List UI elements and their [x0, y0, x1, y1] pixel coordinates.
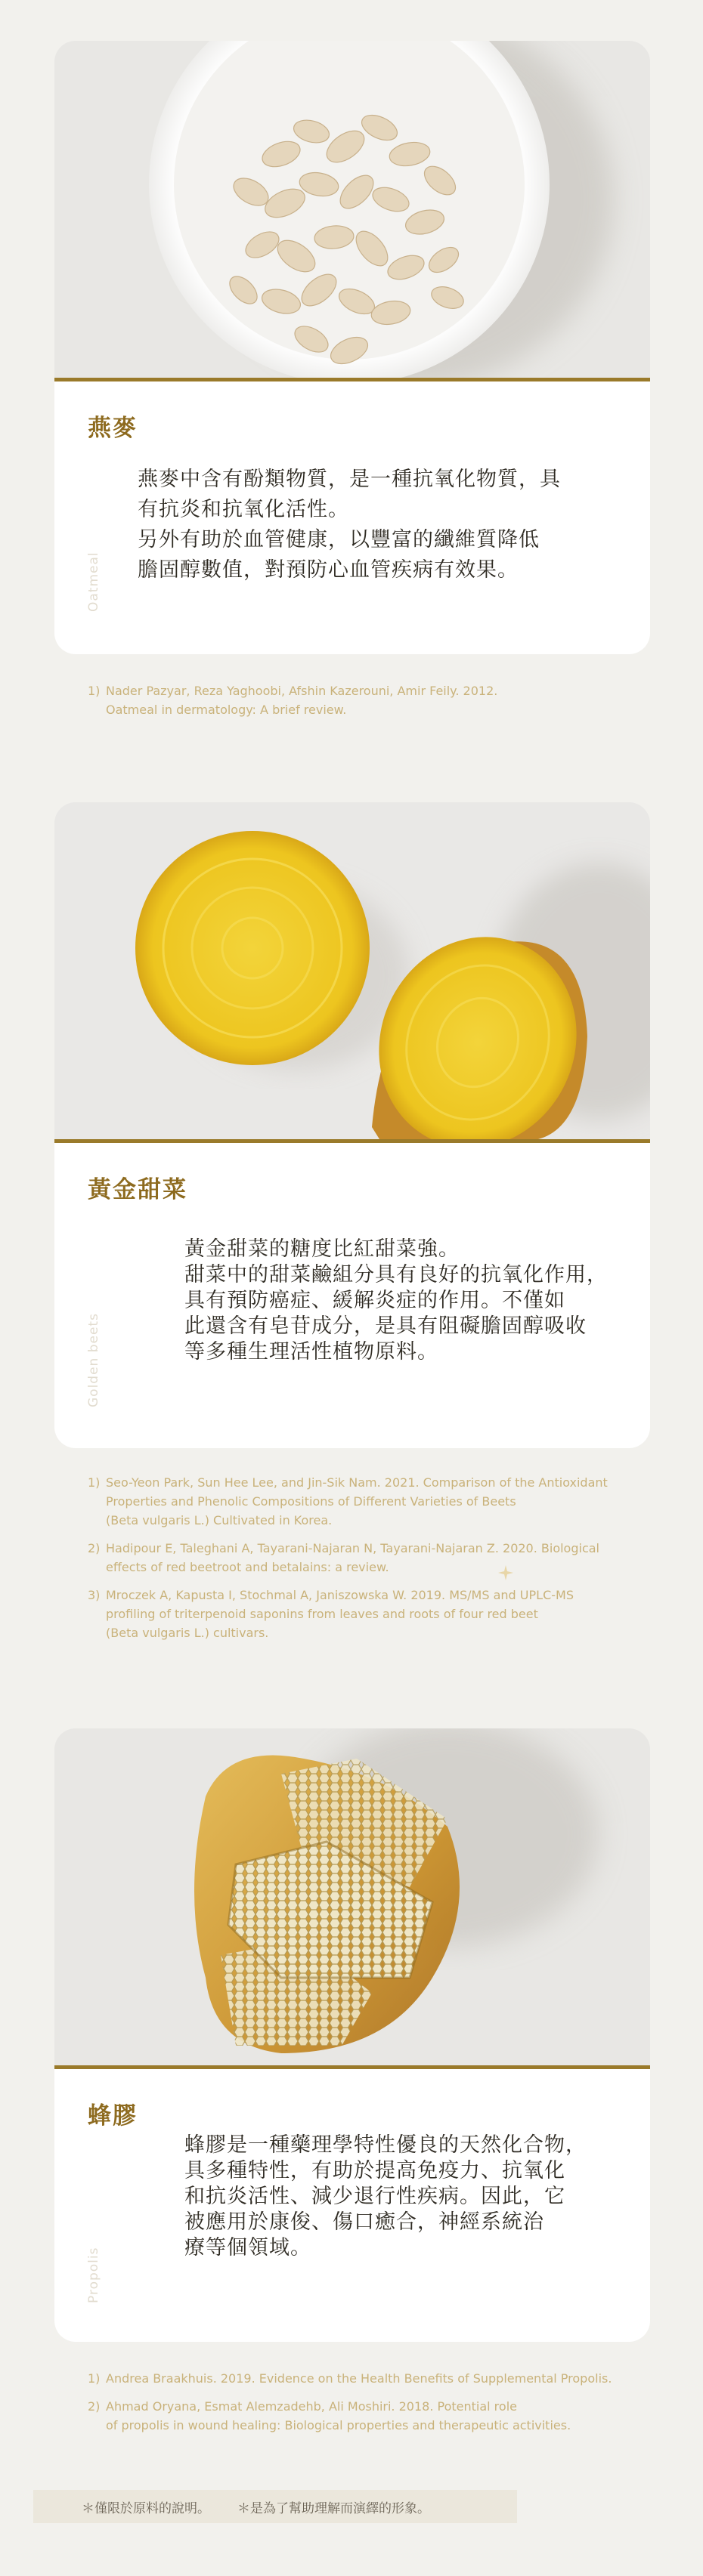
reference-item [88, 2397, 632, 2435]
oatmeal-title: 燕麥 [88, 415, 138, 442]
oatmeal-card [54, 41, 650, 654]
golden-beets-line-4: 此還含有皂苷成分，是具有阻礙膽固醇吸收 [184, 1314, 587, 1338]
reference-number: 2) [88, 2399, 101, 2414]
golden-beets-body [54, 1143, 650, 1448]
propolis-title: 蜂膠 [88, 2102, 138, 2130]
reference-number: 1) [88, 1475, 101, 1490]
oatmeal-line-1: 燕麥中含有酚類物質，是一種抗氧化物質，具 [138, 468, 561, 491]
reference-line: profiling of triterpenoid saponins from leaves and roots of four red beet [106, 1607, 538, 1621]
reference-item [88, 2369, 632, 2388]
oatmeal-line-3: 另外有助於血管健康，以豐富的纖維質降低 [138, 528, 540, 551]
oatmeal-side-label: Oatmeal [86, 551, 101, 612]
propolis-line-2: 具多種特性，有助於提高免疫力、抗氧化 [184, 2159, 565, 2182]
propolis-photo [54, 1728, 650, 2065]
golden-beets-card [54, 802, 650, 1448]
reference-line: Andrea Braakhuis. 2019. Evidence on the Health Benefits of Supplemental Propolis. [106, 2371, 612, 2386]
disclaimer-note-2: ＊是為了幫助理解而演繹的形象。 [237, 2500, 430, 2516]
reference-number: 1) [88, 2371, 101, 2386]
reference-number: 3) [88, 1588, 101, 1602]
propolis-honeycomb-image [54, 1728, 650, 2065]
reference-item [88, 1586, 632, 1642]
golden-beets-line-3: 具有預防癌症、緩解炎症的作用。不僅如 [184, 1289, 565, 1312]
reference-line: (Beta vulgaris L.) cultivars. [106, 1626, 269, 1640]
reference-number: 1) [88, 684, 101, 698]
sparkle-icon [497, 1564, 514, 1581]
golden-beets-image [54, 802, 650, 1139]
reference-number: 2) [88, 1541, 101, 1555]
disclaimer-bar [33, 2490, 517, 2523]
oatmeal-description [138, 465, 561, 585]
golden-beets-references [88, 1473, 632, 1651]
reference-line: Mroczek A, Kapusta I, Stochmal A, Janiszowska W. 2019. MS/MS and UPLC-MS [106, 1588, 574, 1602]
reference-line: of propolis in wound healing: Biological properties and therapeutic activities. [106, 2418, 571, 2432]
propolis-body [54, 2069, 650, 2342]
reference-item [88, 1539, 632, 1577]
golden-beets-description [184, 1237, 608, 1365]
propolis-references [88, 2369, 632, 2444]
golden-beets-line-5: 等多種生理活性植物原料。 [184, 1340, 438, 1364]
golden-beets-line-2: 甜菜中的甜菜鹼組分具有良好的抗氧化作用， [184, 1263, 608, 1286]
oatmeal-body [54, 381, 650, 654]
reference-line: Nader Pazyar, Reza Yaghoobi, Afshin Kazerouni, Amir Feily. 2012. [106, 684, 498, 698]
propolis-line-4: 被應用於康俊、傷口癒合，神經系統治 [184, 2210, 544, 2234]
propolis-description [184, 2133, 587, 2261]
reference-line: Ahmad Oryana, Esmat Alemzadehb, Ali Moshiri. 2018. Potential role [106, 2399, 517, 2414]
disclaimer-note-1: ＊僅限於原料的說明。 [82, 2500, 210, 2516]
oatmeal-photo [54, 41, 650, 378]
reference-item [88, 681, 632, 719]
oatmeal-bowl-image [54, 41, 650, 378]
propolis-line-3: 和抗炎活性、減少退行性疾病。因此，它 [184, 2185, 565, 2208]
golden-beets-side-label: Golden beets [86, 1313, 101, 1407]
propolis-line-1: 蜂膠是一種藥理學特性優良的天然化合物， [184, 2133, 587, 2157]
reference-line: (Beta vulgaris L.) Cultivated in Korea. [106, 1513, 333, 1527]
propolis-side-label: Propolis [86, 2247, 101, 2303]
propolis-line-5: 療等個領域。 [184, 2236, 311, 2259]
reference-line: effects of red beetroot and betalains: a review. [106, 1560, 389, 1574]
propolis-card [54, 1728, 650, 2342]
reference-item [88, 1473, 632, 1530]
reference-line: Oatmeal in dermatology: A brief review. [106, 703, 347, 717]
reference-line: Seo-Yeon Park, Sun Hee Lee, and Jin-Sik Nam. 2021. Comparison of the Antioxidant [106, 1475, 608, 1490]
golden-beets-title: 黃金甜菜 [88, 1176, 187, 1203]
oatmeal-line-2: 有抗炎和抗氧化活性。 [138, 498, 349, 521]
oatmeal-references [88, 681, 632, 728]
oatmeal-line-4: 膽固醇數值，對預防心血管疾病有效果。 [138, 558, 519, 582]
reference-line: Hadipour E, Taleghani A, Tayarani-Najaran N, Tayarani-Najaran Z. 2020. Biological [106, 1541, 599, 1555]
golden-beets-photo [54, 802, 650, 1139]
golden-beets-line-1: 黃金甜菜的糖度比紅甜菜強。 [184, 1237, 460, 1261]
reference-line: Properties and Phenolic Compositions of Different Varieties of Beets [106, 1494, 516, 1509]
